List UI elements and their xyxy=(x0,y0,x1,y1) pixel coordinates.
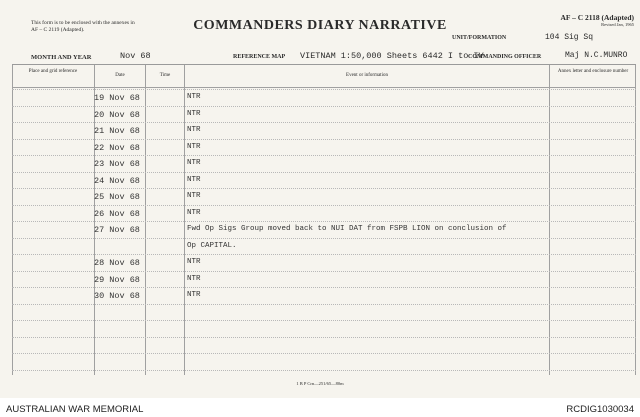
row-event: NTR xyxy=(187,208,201,217)
header-time: Time xyxy=(159,73,171,78)
form-title: COMMANDERS DIARY NARRATIVE xyxy=(193,18,447,33)
row-event: NTR xyxy=(187,192,201,200)
row-rule xyxy=(12,370,636,371)
table-row xyxy=(12,254,636,271)
row-rule xyxy=(12,238,636,239)
row-event: Fwd Op Sigs Group moved back to NUI DAT from FSPB LION on conclusion of xyxy=(187,225,507,233)
row-rule xyxy=(12,320,636,321)
row-event: NTR xyxy=(187,126,201,134)
row-rule xyxy=(12,353,636,354)
table-row xyxy=(12,122,636,139)
reference-map-value: VIETNAM 1:50,000 Sheets 6442 I to IV xyxy=(300,51,484,61)
row-rule xyxy=(12,287,636,288)
row-rule xyxy=(12,155,636,156)
row-date: 20 Nov 68 xyxy=(94,109,140,120)
table-row xyxy=(12,172,636,189)
month-year-label: MONTH AND YEAR xyxy=(31,54,92,61)
header-date: Date xyxy=(115,73,125,78)
row-date: 23 Nov 68 xyxy=(94,159,140,169)
row-date: 19 Nov 68 xyxy=(94,93,140,103)
row-event: NTR xyxy=(187,274,201,283)
row-rule xyxy=(12,122,636,123)
form-revision: Revised Jan, 1965 xyxy=(601,22,634,27)
diary-table xyxy=(12,64,636,375)
reference-map-label: REFERENCE MAP xyxy=(233,54,286,60)
row-rule xyxy=(12,254,636,255)
table-row xyxy=(12,238,636,255)
row-event: NTR xyxy=(187,93,201,101)
row-event: NTR xyxy=(187,159,201,167)
table-row xyxy=(12,106,636,123)
row-date: 25 Nov 68 xyxy=(94,192,140,202)
archive-name: AUSTRALIAN WAR MEMORIAL xyxy=(6,404,144,415)
row-rule xyxy=(12,221,636,222)
commanding-officer-label: COMMANDING OFFICER xyxy=(468,54,542,60)
table-row xyxy=(12,89,636,106)
table-row xyxy=(12,271,636,288)
row-date: 24 Nov 68 xyxy=(94,175,140,186)
unit-label: UNIT/FORMATION xyxy=(452,35,507,41)
row-date: 30 Nov 68 xyxy=(94,291,140,301)
row-event: NTR xyxy=(187,142,201,151)
row-rule xyxy=(12,139,636,140)
header-place: Place and grid reference xyxy=(28,69,78,74)
row-date: 26 Nov 68 xyxy=(94,208,140,219)
row-rule xyxy=(12,89,636,90)
archive-reference: RCDIG1030034 xyxy=(566,404,634,415)
row-rule xyxy=(12,106,636,107)
printer-imprint: 1 B P Crn—251/65—80m xyxy=(296,381,344,386)
table-row xyxy=(12,205,636,222)
row-date: 21 Nov 68 xyxy=(94,126,140,136)
row-event: NTR xyxy=(187,175,201,184)
form-number: AF – C 2118 (Adapted) xyxy=(560,13,634,22)
table-row xyxy=(12,139,636,156)
row-event: Op CAPITAL. xyxy=(187,241,237,250)
table-row xyxy=(12,221,636,238)
table-row xyxy=(12,188,636,205)
month-year-value: Nov 68 xyxy=(120,51,151,61)
row-rule xyxy=(12,188,636,189)
form-instruction-note: This form is to be enclosed with the annexes in AF – C 2119 (Adapted). xyxy=(31,20,135,33)
table-row xyxy=(12,287,636,304)
row-date: 22 Nov 68 xyxy=(94,142,140,153)
table-row xyxy=(12,155,636,172)
row-event: NTR xyxy=(187,291,201,299)
row-rule xyxy=(12,304,636,305)
header-event: Event or information xyxy=(346,73,388,78)
row-event: NTR xyxy=(187,109,201,118)
unit-value: 104 Sig Sq xyxy=(545,33,594,42)
header-separator xyxy=(12,87,636,88)
row-rule xyxy=(12,337,636,338)
row-rule xyxy=(12,172,636,173)
row-event: NTR xyxy=(187,258,201,266)
row-rule xyxy=(12,205,636,206)
row-date: 29 Nov 68 xyxy=(94,274,140,285)
commanding-officer-value: Maj N.C.MUNRO xyxy=(565,51,628,60)
header-annex: Annex letter and enclosure number xyxy=(557,69,629,74)
row-date: 27 Nov 68 xyxy=(94,225,140,235)
row-rule xyxy=(12,271,636,272)
row-date: 28 Nov 68 xyxy=(94,258,140,268)
